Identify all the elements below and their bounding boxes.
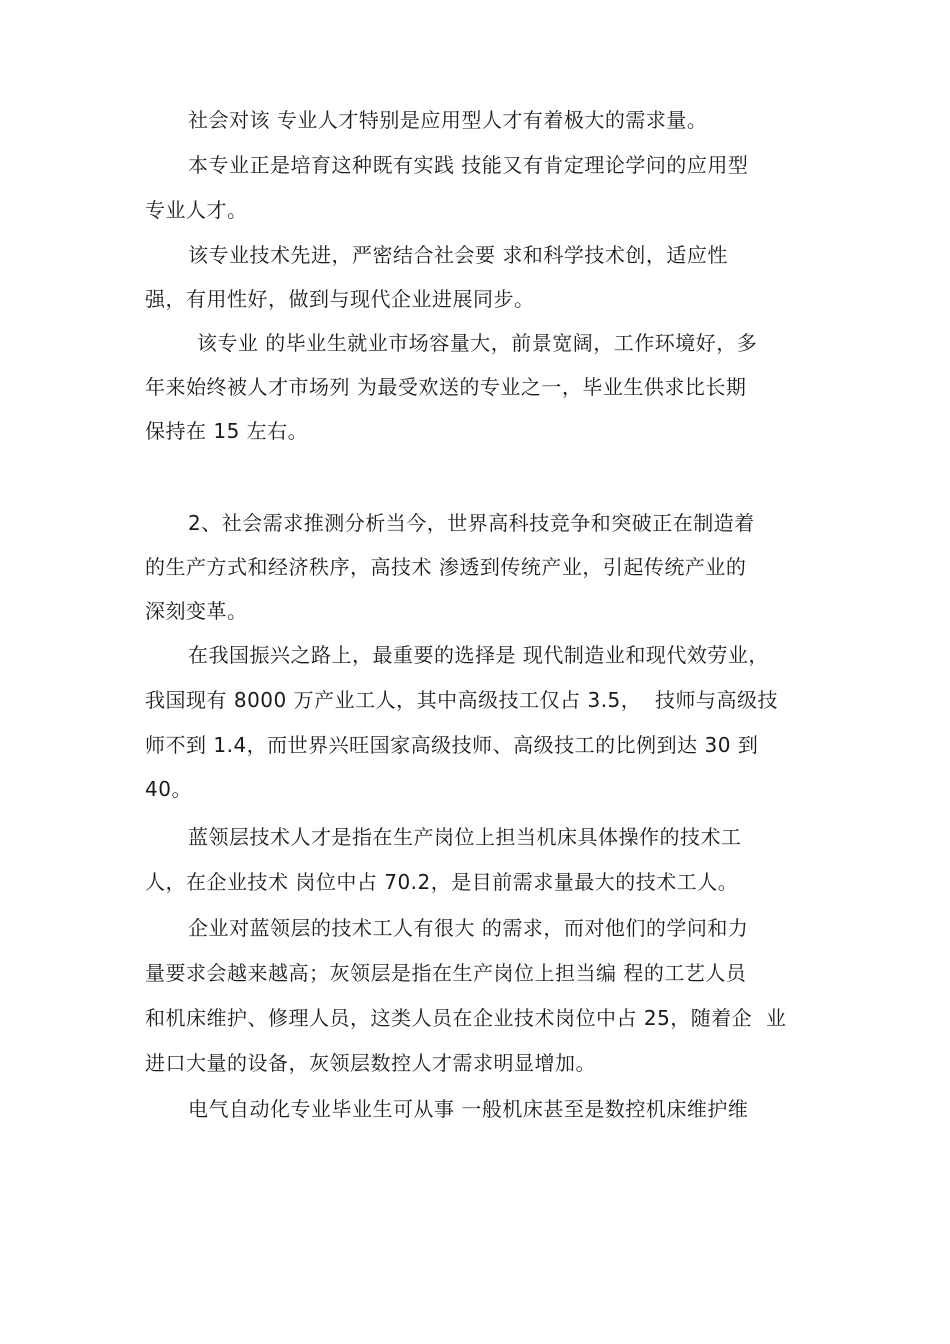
text-line: 深刻变革。 [145,599,248,623]
text-line: 企业对蓝领层的技术工人有很大 的需求，而对他们的学问和力 [188,916,749,940]
text-line: 40。 [145,777,192,801]
text-line: 在我国振兴之路上，最重要的选择是 现代制造业和现代效劳业， [188,643,769,667]
text-line: 量要求会越来越高；灰领层是指在生产岗位上担当编 程的工艺人员 [145,961,747,985]
text-line: 强，有用性好，做到与现代企业进展同步。 [145,287,535,311]
text-line: 的生产方式和经济秩序，高技术 渗透到传统产业，引起传统产业的 [145,555,747,579]
text-line: 电气自动化专业毕业生可从事 一般机床甚至是数控机床维护维 [188,1097,749,1121]
text-line: 该专业技术先进，严密结合社会要 求和科学技术创，适应性 [188,243,728,267]
text-line: 我国现有 8000 万产业工人，其中高级技工仅占 3.5， 技师与高级技 [145,688,778,712]
text-line: 人，在企业技术 岗位中占 70.2，是目前需求量最大的技术工人。 [145,870,739,894]
text-line: 蓝领层技术人才是指在生产岗位上担当机床具体操作的技术工 [188,825,742,849]
text-line: 进口大量的设备，灰领层数控人才需求明显增加。 [145,1051,596,1075]
text-line: 师不到 1.4，而世界兴旺国家高级技师、高级技工的比例到达 30 到 [145,733,759,757]
text-line: 保持在 15 左右。 [145,419,309,443]
text-line: 专业人才。 [145,198,248,222]
text-line: 本专业正是培育这种既有实践 技能又有肯定理论学问的应用型 [188,153,749,177]
text-line: 和机床维护、修理人员，这类人员在企业技术岗位中占 25，随着企 业 [145,1006,787,1030]
text-line: 该专业 的毕业生就业市场容量大，前景宽阔，工作环境好，多 [190,331,758,355]
text-line: 社会对该 专业人才特别是应用型人才有着极大的需求量。 [188,108,708,132]
text-line: 年来始终被人才市场列 为最受欢送的专业之一，毕业生供求比长期 [145,375,747,399]
text-line: 2、社会需求推测分析当今，世界高科技竞争和突破正在制造着 [188,511,755,535]
